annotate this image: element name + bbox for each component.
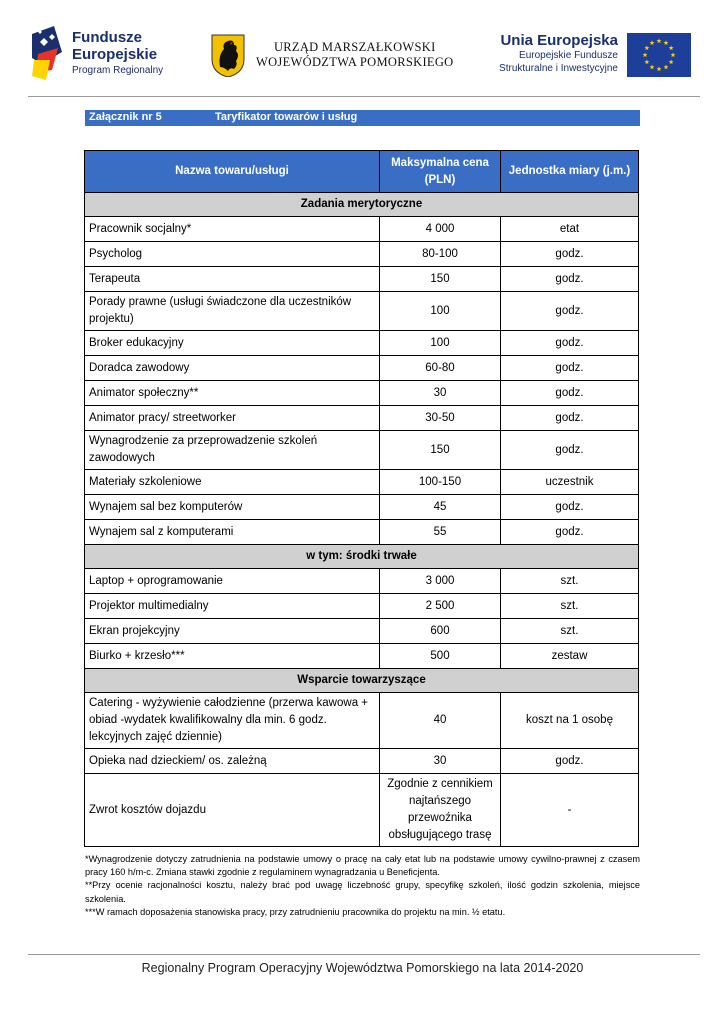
fundusze-europejskie-logo	[32, 24, 182, 84]
page-header	[0, 0, 725, 98]
table-row	[85, 381, 639, 406]
item-name-cell: Biurko + krzesło***	[85, 644, 380, 669]
header-max-price: Maksymalna cena (PLN)	[380, 151, 501, 193]
footnote-2: **Przy ocenie racjonalności kosztu, należy brać pod uwagę liczebność grupy, specyfikę szkoleń, ilość godzin szkolenia, miejsce szkolenia.	[85, 880, 640, 904]
annex-title: Taryfikator towarów i usług	[215, 111, 358, 123]
max-price-cell: 500	[380, 644, 501, 669]
item-name-cell: Projektor multimedialny	[85, 594, 380, 619]
table-row	[85, 520, 639, 545]
item-name-cell: Laptop + oprogramowanie	[85, 569, 380, 594]
urzad-marszalkowski-logo	[210, 33, 460, 79]
annex-bar	[85, 110, 640, 126]
unit-cell: godz.	[501, 381, 639, 406]
unit-cell: godz.	[501, 431, 639, 470]
header-divider	[28, 96, 700, 97]
unit-cell: zestaw	[501, 644, 639, 669]
item-name-cell: Porady prawne (usługi świadczone dla uczestników projektu)	[85, 292, 380, 331]
fe-line3: Program Regionalny	[72, 65, 164, 76]
item-name-cell: Wynajem sal bez komputerów	[85, 495, 380, 520]
annex-number: Załącznik nr 5	[89, 111, 162, 123]
section-row	[85, 545, 639, 569]
fe-line1: Fundusze	[72, 29, 142, 46]
griffin-crest-icon	[210, 33, 246, 77]
item-name-cell: Terapeuta	[85, 267, 380, 292]
office-line2: WOJEWÓDZTWA POMORSKIEGO	[256, 55, 454, 69]
unit-cell: uczestnik	[501, 470, 639, 495]
eu-label	[488, 33, 618, 74]
section-title: Zadania merytoryczne	[85, 193, 639, 217]
office-line1: URZĄD MARSZAŁKOWSKI	[273, 40, 436, 54]
item-name-cell: Wynagrodzenie za przeprowadzenie szkoleń zawodowych	[85, 431, 380, 470]
unit-cell: koszt na 1 osobę	[501, 693, 639, 749]
max-price-cell: 55	[380, 520, 501, 545]
footnote-3: ***W ramach doposażenia stanowiska pracy, przy zatrudnieniu pracownika do projektu na min. ½ etatu.	[85, 906, 506, 917]
max-price-cell: 60-80	[380, 356, 501, 381]
max-price-cell: 40	[380, 693, 501, 749]
item-name-cell: Pracownik socjalny*	[85, 217, 380, 242]
table-header-row	[85, 151, 639, 193]
max-price-cell: 150	[380, 431, 501, 470]
max-price-cell: 45	[380, 495, 501, 520]
eu-line1: Unia Europejska	[500, 32, 618, 49]
table-row	[85, 470, 639, 495]
unit-cell: godz.	[501, 406, 639, 431]
item-name-cell: Wynajem sal z komputerami	[85, 520, 380, 545]
max-price-cell: 100	[380, 331, 501, 356]
max-price-cell: 80-100	[380, 242, 501, 267]
table-row	[85, 749, 639, 774]
header-name: Nazwa towaru/usługi	[85, 151, 380, 193]
unit-cell: etat	[501, 217, 639, 242]
max-price-cell: 150	[380, 267, 501, 292]
tariff-body	[85, 193, 639, 847]
max-price-cell: 4 000	[380, 217, 501, 242]
table-row	[85, 292, 639, 331]
unit-cell: szt.	[501, 594, 639, 619]
eu-line2: Europejskie Fundusze	[519, 50, 618, 61]
unit-cell: godz.	[501, 749, 639, 774]
item-name-cell: Broker edukacyjny	[85, 331, 380, 356]
item-name-cell: Zwrot kosztów dojazdu	[85, 774, 380, 847]
max-price-cell: 600	[380, 619, 501, 644]
unit-cell: godz.	[501, 242, 639, 267]
footnote-1: *Wynagrodzenie dotyczy zatrudnienia na podstawie umowy o pracę na cały etat lub na podstawie umowy cywilno-prawnej z czasem pracy 160 h/m-c. Zmiana stawki zgodnie z regulaminem wynagradzania u Beneficjenta.	[85, 854, 640, 878]
max-price-cell: 2 500	[380, 594, 501, 619]
section-row	[85, 193, 639, 217]
max-price-cell: 30-50	[380, 406, 501, 431]
table-row	[85, 619, 639, 644]
footer-text: Regionalny Program Operacyjny Województwa Pomorskiego na lata 2014-2020	[141, 961, 584, 975]
unit-cell: godz.	[501, 520, 639, 545]
section-title: w tym: środki trwałe	[85, 545, 639, 569]
table-row	[85, 495, 639, 520]
item-name-cell: Opieka nad dzieckiem/ os. zależną	[85, 749, 380, 774]
table-row	[85, 594, 639, 619]
header-unit: Jednostka miary (j.m.)	[501, 151, 639, 193]
eu-flag-icon	[627, 33, 691, 77]
tariff-table	[84, 150, 639, 847]
eu-line3: Strukturalne i Inwestycyjne	[499, 63, 618, 74]
max-price-cell: Zgodnie z cennikiem najtańszego przewoźnika obsługującego trasę	[380, 774, 501, 847]
item-name-cell: Catering - wyżywienie całodzienne (przerwa kawowa + obiad -wydatek kwalifikowalny dla min. 6 godz. lekcyjnych zajęć dziennie)	[85, 693, 380, 749]
table-row	[85, 644, 639, 669]
unit-cell: -	[501, 774, 639, 847]
item-name-cell: Psycholog	[85, 242, 380, 267]
max-price-cell: 100	[380, 292, 501, 331]
table-row	[85, 242, 639, 267]
item-name-cell: Materiały szkoleniowe	[85, 470, 380, 495]
item-name-cell: Doradca zawodowy	[85, 356, 380, 381]
footer-divider	[28, 954, 700, 955]
unit-cell: godz.	[501, 292, 639, 331]
footnotes	[85, 853, 640, 919]
fundusze-europejskie-mark-icon	[32, 26, 62, 80]
max-price-cell: 30	[380, 381, 501, 406]
table-row	[85, 217, 639, 242]
section-row	[85, 669, 639, 693]
table-row	[85, 431, 639, 470]
max-price-cell: 30	[380, 749, 501, 774]
unit-cell: szt.	[501, 569, 639, 594]
table-row	[85, 693, 639, 749]
table-row	[85, 267, 639, 292]
unit-cell: godz.	[501, 495, 639, 520]
table-row	[85, 774, 639, 847]
unit-cell: godz.	[501, 356, 639, 381]
item-name-cell: Animator społeczny**	[85, 381, 380, 406]
unit-cell: godz.	[501, 331, 639, 356]
unit-cell: godz.	[501, 267, 639, 292]
max-price-cell: 3 000	[380, 569, 501, 594]
table-row	[85, 331, 639, 356]
item-name-cell: Animator pracy/ streetworker	[85, 406, 380, 431]
section-title: Wsparcie towarzyszące	[85, 669, 639, 693]
table-row	[85, 569, 639, 594]
max-price-cell: 100-150	[380, 470, 501, 495]
table-row	[85, 356, 639, 381]
unit-cell: szt.	[501, 619, 639, 644]
item-name-cell: Ekran projekcyjny	[85, 619, 380, 644]
table-row	[85, 406, 639, 431]
fe-line2: Europejskie	[72, 46, 158, 63]
